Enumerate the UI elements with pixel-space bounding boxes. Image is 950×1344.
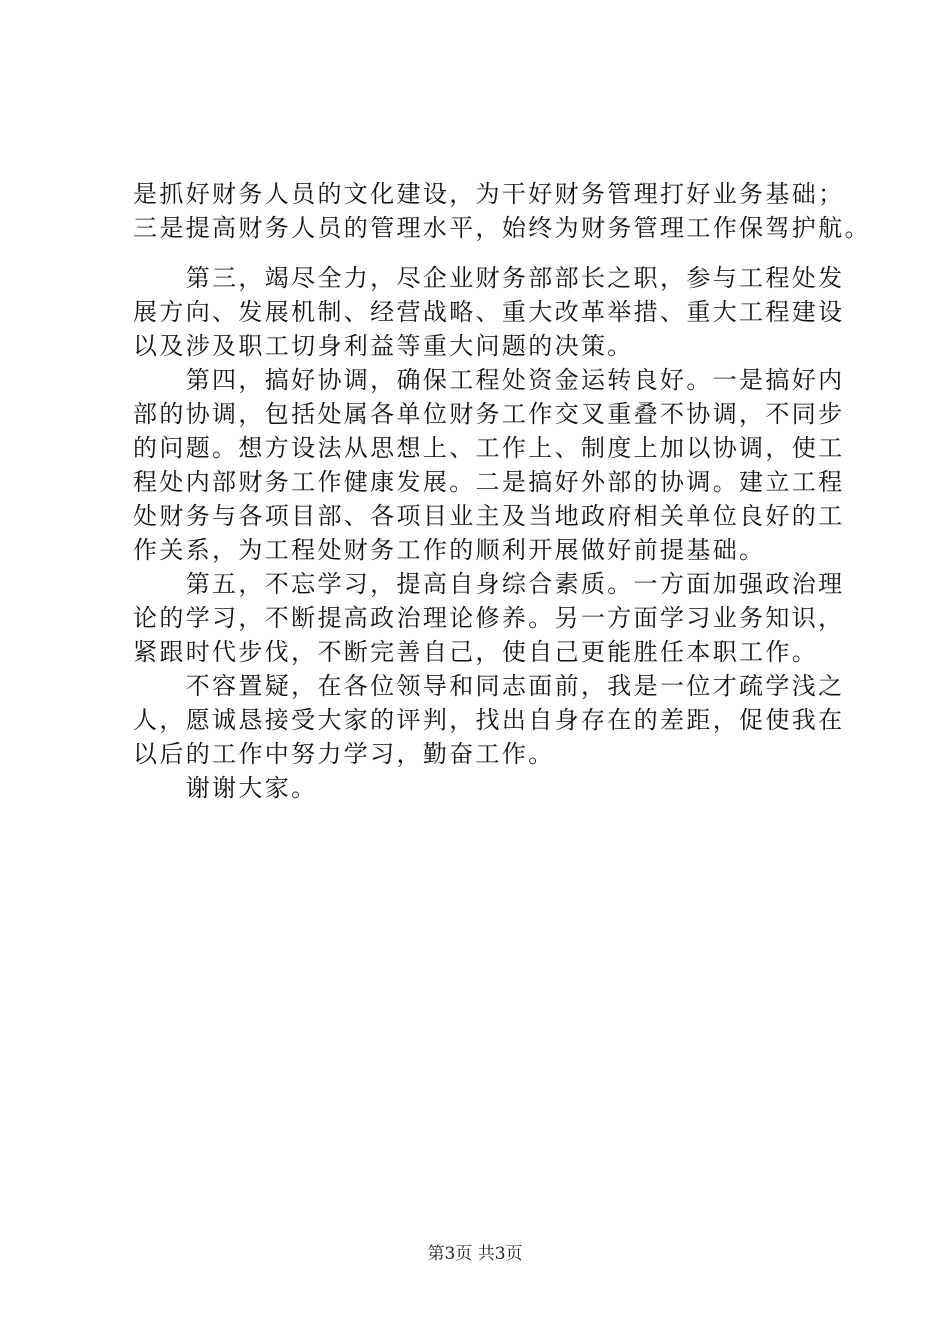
page-number-footer: 第3页 共3页 [427,1244,523,1264]
body-text-line: 作关系，为工程处财务工作的顺利开展做好前提基础。 [133,536,766,564]
body-text-line: 处财务与各项目部、各项目业主及当地政府相关单位良好的工 [133,502,845,530]
body-text-line: 第四，搞好协调，确保工程处资金运转良好。一是搞好内 [133,366,845,394]
body-text-line: 第三，竭尽全力，尽企业财务部部长之职，参与工程处发 [133,264,845,292]
body-text-line: 三是提高财务人员的管理水平，始终为财务管理工作保驾护航。 [133,214,871,242]
body-text-line: 以及涉及职工切身利益等重大问题的决策。 [133,332,634,360]
body-text-line: 紧跟时代步伐，不断完善自己，使自己更能胜任本职工作。 [133,638,819,666]
body-text-line: 是抓好财务人员的文化建设，为干好财务管理打好业务基础； [133,180,845,208]
body-text-line: 论的学习，不断提高政治理论修养。另一方面学习业务知识， [133,604,845,632]
body-text-line: 人，愿诚恳接受大家的评判，找出自身存在的差距，促使我在 [133,706,845,734]
body-text-line: 以后的工作中努力学习，勤奋工作。 [133,740,555,768]
body-text-line: 的问题。想方设法从思想上、工作上、制度上加以协调，使工 [133,434,845,462]
body-text-line: 第五，不忘学习，提高自身综合素质。一方面加强政治理 [133,570,845,598]
body-text-line: 程处内部财务工作健康发展。二是搞好外部的协调。建立工程 [133,468,845,496]
body-text-line: 部的协调，包括处属各单位财务工作交叉重叠不协调，不同步 [133,400,845,428]
body-text-line: 展方向、发展机制、经营战略、重大改革举措、重大工程建设 [133,298,845,326]
body-text-line: 谢谢大家。 [133,774,318,802]
body-text-line: 不容置疑，在各位领导和同志面前，我是一位才疏学浅之 [133,672,845,700]
